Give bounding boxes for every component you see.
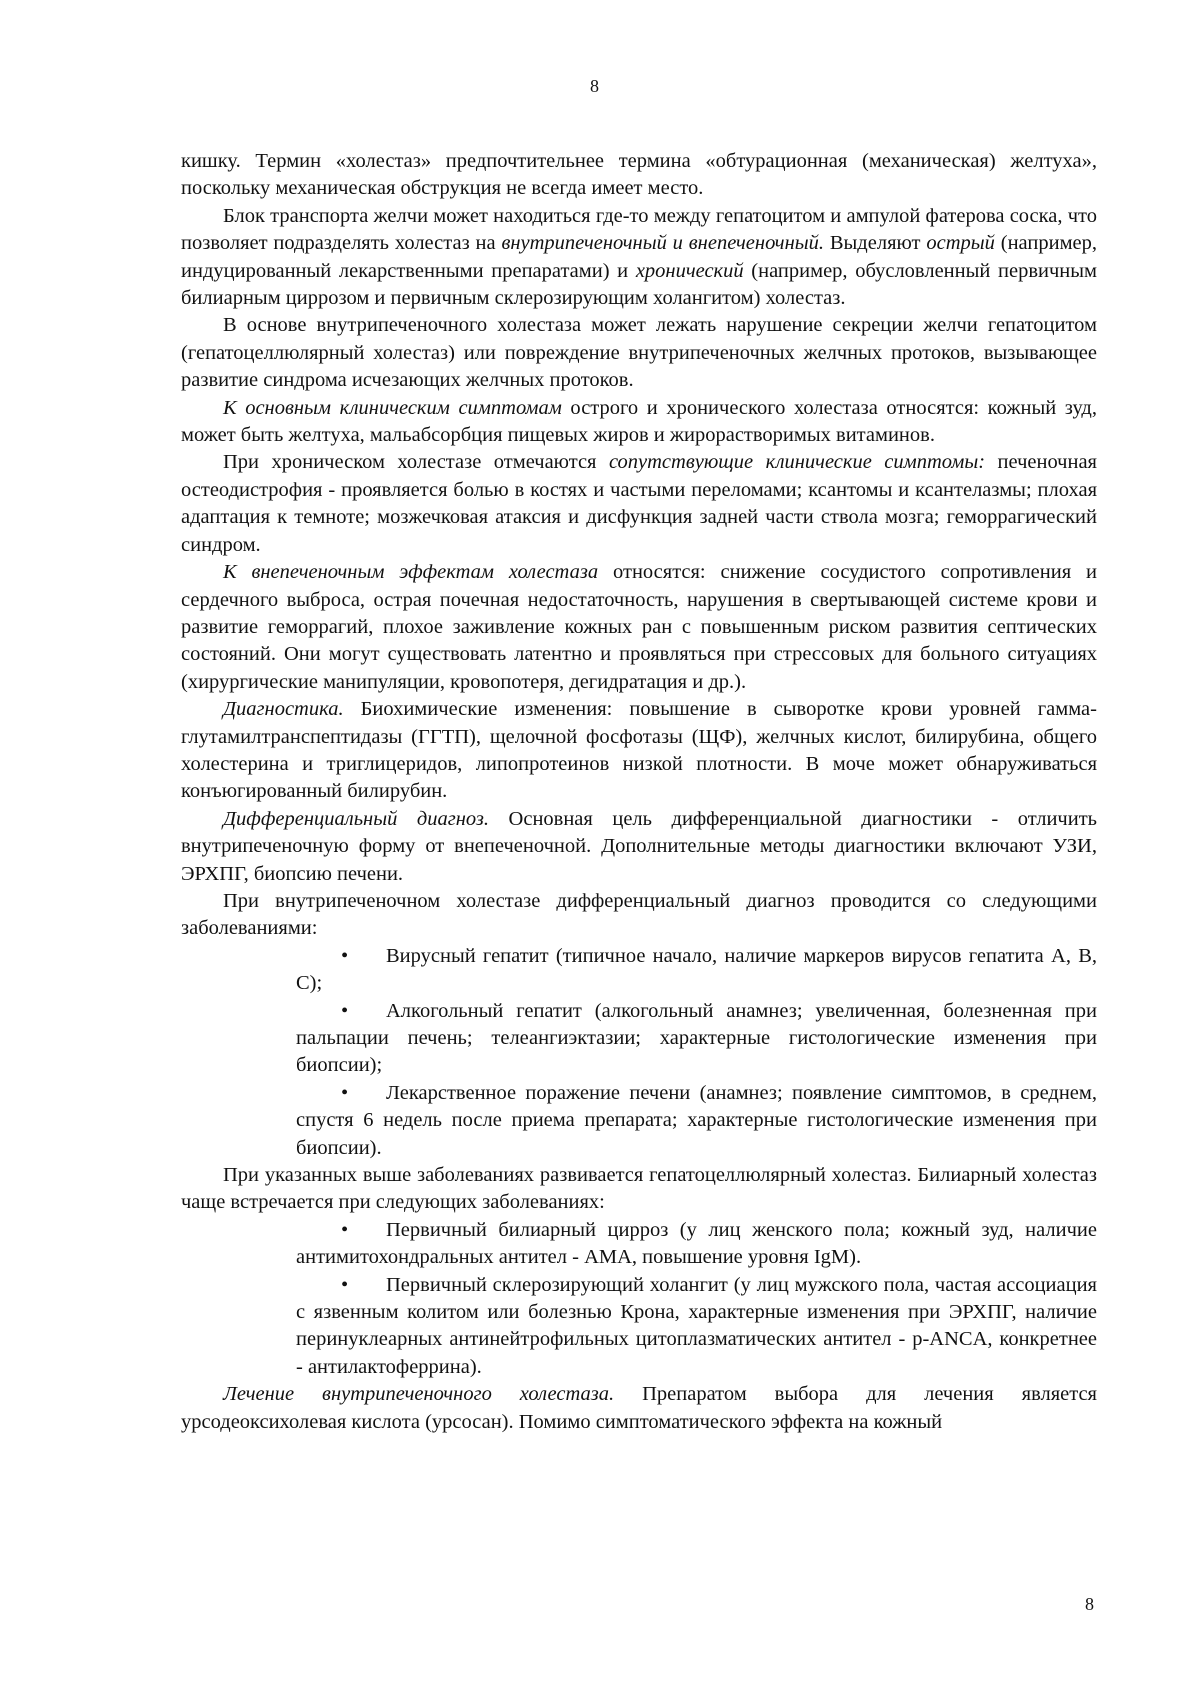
bullet-icon: •: [341, 999, 349, 1022]
bullet-icon: •: [341, 1273, 349, 1296]
paragraph-6-text: относятся: снижение сосудистого сопротивления и сердечного выброса, острая почечная недостаточность, нарушения в свертывающей системе крови и развитие геморрагий, плохое заживление кожных ран с повышенным риском развития септических состояний. Они могут существовать латентно и проявляться при стрессовых для больного ситуациях (хирургические манипуляции, кровопотеря, дегидратация и др.).: [181, 561, 1098, 693]
list-item-text: Вирусный гепатит (типичное начало, наличие маркеров вирусов гепатита А, В, С);: [296, 944, 1097, 995]
differential-text: Основная цель дифференциальной диагностики - отличить внутрипеченочную форму от внепеченочной. Дополнительные методы диагностики включают УЗИ, ЭРХПГ, биопсию печени.: [181, 807, 1097, 885]
paragraph-2-italic: острый: [926, 232, 995, 255]
paragraph-5-italic: сопутствующие клинические симптомы:: [608, 451, 986, 474]
bullet-icon: •: [341, 1218, 349, 1241]
hepatocellular-list: [181, 943, 1097, 1162]
bullet-icon: •: [341, 944, 349, 967]
paragraph-5: [181, 449, 1097, 559]
treatment-heading: Лечение внутрипеченочного холестаза.: [223, 1383, 615, 1406]
paragraph-3: В основе внутрипеченочного холестаза может лежать нарушение секреции желчи гепатоцитом (гепатоцеллюлярный холестаз) или повреждение внутрипеченочных желчных протоков, вызывающее развитие синдрома исчезающих желчных протоков.: [181, 314, 1097, 392]
differential-heading: Дифференциальный диагноз.: [223, 807, 490, 830]
paragraph-4-italic: К основным клиническим симптомам: [223, 396, 562, 419]
paragraph-4: [181, 395, 1097, 450]
page-number-top: 8: [590, 76, 599, 96]
page-number-bottom: 8: [1085, 1594, 1094, 1614]
paragraph-2-italic: хронический: [635, 259, 744, 282]
paragraph-9: При внутрипеченочном холестазе дифференциальный диагноз проводится со следующими заболеваниями:: [181, 889, 1097, 940]
document-body: [181, 148, 1097, 1436]
paragraph-treatment: [181, 1381, 1097, 1436]
paragraph-2-text: Блок транспорта желчи может находиться где-то между гепатоцитом и ампулой фатерова соска, что позволяет подразделять холестаз на: [181, 204, 1097, 255]
bullet-icon: •: [341, 1081, 349, 1104]
paragraph-1: кишку. Термин «холестаз» предпочтительнее термина «обтурационная (механическая) желтуха», поскольку механическая обструкция не всегда имеет место.: [181, 150, 1097, 200]
paragraph-5-text: При хроническом холестазе отмечаются: [223, 451, 609, 474]
list-item-text: Первичный склерозирующий холангит (у лиц мужского пола, частая ассоциация с язвенным колитом или болезнью Крона, характерные изменения при ЭРХПГ, наличие перинуклеарных антинейтрофильных цитоплазматических антител - p-ANCA, конкретнее - антилактоферрина).: [296, 1273, 1097, 1378]
paragraph-2-text: (например, обусловленный первичным билиарным циррозом и первичным склерозирующим холангитом) холестаз.: [181, 259, 1097, 310]
list-item: [296, 943, 1097, 998]
list-item-text: Первичный билиарный цирроз (у лиц женского пола; кожный зуд, наличие антимитохондральных антител - АМА, повышение уровня IgM).: [296, 1218, 1097, 1269]
paragraph-6-italic: К внепеченочным эффектам холестаза: [223, 561, 599, 584]
paragraph-6: [181, 559, 1097, 696]
diagnostics-heading: Диагностика.: [223, 698, 344, 721]
paragraph-diagnostics: [181, 696, 1097, 806]
paragraph-2-italic: внутрипеченочный и внепеченочный.: [501, 232, 825, 255]
paragraph-5-text: печеночная остеодистрофия - проявляется болью в костях и частыми переломами; ксантомы и ксантелазмы; плохая адаптация к темноте; мозжечковая атаксия и дисфункция задней части ствола мозга; геморрагический синдром.: [181, 451, 1097, 556]
list-item-text: Алкогольный гепатит (алкогольный анамнез; увеличенная, болезненная при пальпации печень; телеангиэктазии; характерные гистологические изменения при биопсии);: [296, 999, 1097, 1077]
diagnostics-text: Биохимические изменения: повышение в сыворотке крови уровней гамма-глутамилтранспептидазы (ГГТП), щелочной фосфотазы (ЩФ), желчных кислот, билирубина, общего холестерина и триглицеридов, липопротеинов низкой плотности. В моче может обнаруживаться конъюгированный билирубин.: [181, 698, 1097, 803]
paragraph-10: При указанных выше заболеваниях развивается гепатоцеллюлярный холестаз. Билиарный холестаз чаще встречается при следующих заболеваниях:: [181, 1164, 1097, 1214]
paragraph-2-text: Выделяют: [824, 232, 927, 255]
list-item-text: Лекарственное поражение печени (анамнез; появление симптомов, в среднем, спустя 6 недель после приема препарата; характерные гистологические изменения при биопсии).: [296, 1081, 1097, 1159]
paragraph-4-text: острого и хронического холестаза относятся: кожный зуд, может быть желтуха, мальабсорбция пищевых жиров и жирорастворимых витаминов.: [181, 396, 1097, 447]
biliary-list: [181, 1217, 1097, 1381]
list-item: [296, 998, 1097, 1080]
paragraph-2-text: (например, индуцированный лекарственными препаратами) и: [181, 232, 1098, 282]
list-item: [296, 1080, 1097, 1162]
paragraph-differential: [181, 806, 1097, 888]
treatment-text: Препаратом выбора для лечения является урсодеоксихолевая кислота (урсосан). Помимо симптоматического эффекта на кожный: [181, 1383, 1097, 1433]
list-item: [296, 1272, 1097, 1382]
list-item: [296, 1217, 1097, 1272]
paragraph-2: [181, 203, 1097, 313]
